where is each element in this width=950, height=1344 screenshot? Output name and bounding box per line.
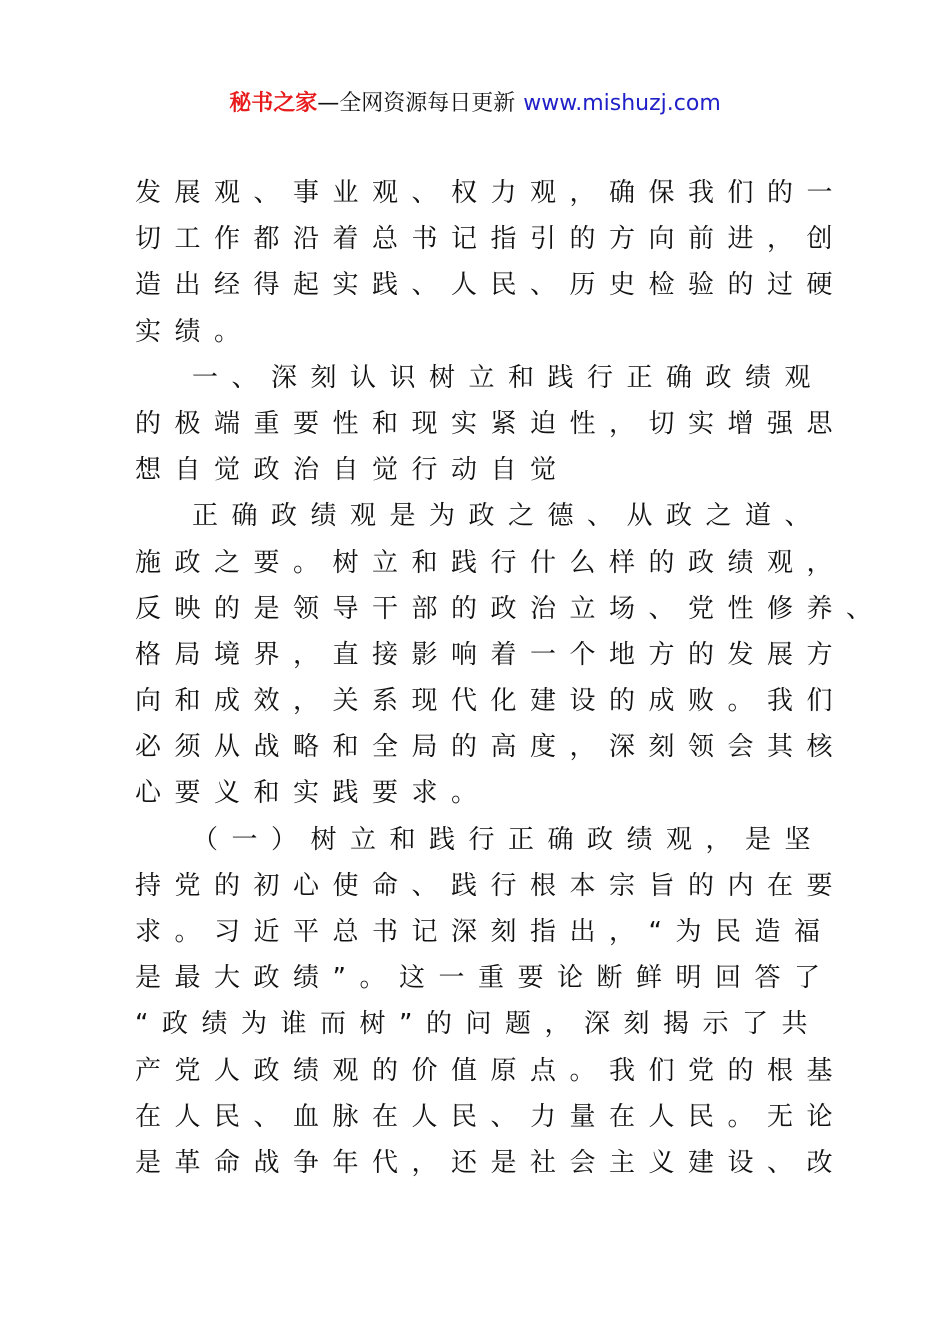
text-line: 格局境界，直接影响着一个地方的发展方	[135, 639, 847, 670]
subsection-line: （一）树立和践行正确政绩观，是坚	[192, 824, 825, 855]
document-body	[135, 170, 886, 1186]
text-line: 产党人政绩观的价值原点。我们党的根基	[135, 1055, 847, 1086]
section-heading-line: 一、深刻认识树立和践行正确政绩观	[192, 362, 825, 393]
text-line: 向和成效，关系现代化建设的成败。我们	[135, 686, 847, 717]
text-line: 施政之要。树立和践行什么样的政绩观，	[135, 547, 847, 578]
text-line: 是革命战争年代，还是社会主义建设、改	[135, 1147, 847, 1178]
text-line: 必须从战略和全局的高度，深刻领会其核	[135, 732, 847, 763]
site-url-link[interactable]: www.mishuzj.com	[523, 91, 721, 116]
text-line: 造出经得起实践、人民、历史检验的过硬	[135, 270, 847, 301]
text-line: 持党的初心使命、践行根本宗旨的内在要	[135, 870, 847, 901]
text-line: 求。习近平总书记深刻指出，“为民造福	[135, 917, 834, 947]
section-heading-line: 想自觉政治自觉行动自觉	[135, 455, 570, 486]
text-line: 心要义和实践要求。	[135, 778, 491, 809]
header-slogan: —全网资源每日更新	[317, 91, 516, 116]
text-line: 是最大政绩”。这一重要论断鲜明回答了	[135, 963, 834, 994]
text-line: 在人民、血脉在人民、力量在人民。无论	[135, 1101, 847, 1132]
text-line: “政绩为谁而树”的问题，深刻揭示了共	[135, 1009, 821, 1040]
text-line: 实绩。	[135, 316, 254, 347]
section-heading-line: 的极端重要性和现实紧迫性，切实增强思	[135, 408, 847, 439]
text-line: 正确政绩观是为政之德、从政之道、	[192, 501, 825, 532]
site-header	[0, 88, 950, 120]
text-line: 发展观、事业观、权力观，确保我们的一	[135, 178, 847, 208]
text-line: 反映的是领导干部的政治立场、党性修养、	[135, 593, 886, 624]
brand-name: 秘书之家	[229, 91, 318, 116]
text-line: 切工作都沿着总书记指引的方向前进，创	[135, 224, 847, 255]
